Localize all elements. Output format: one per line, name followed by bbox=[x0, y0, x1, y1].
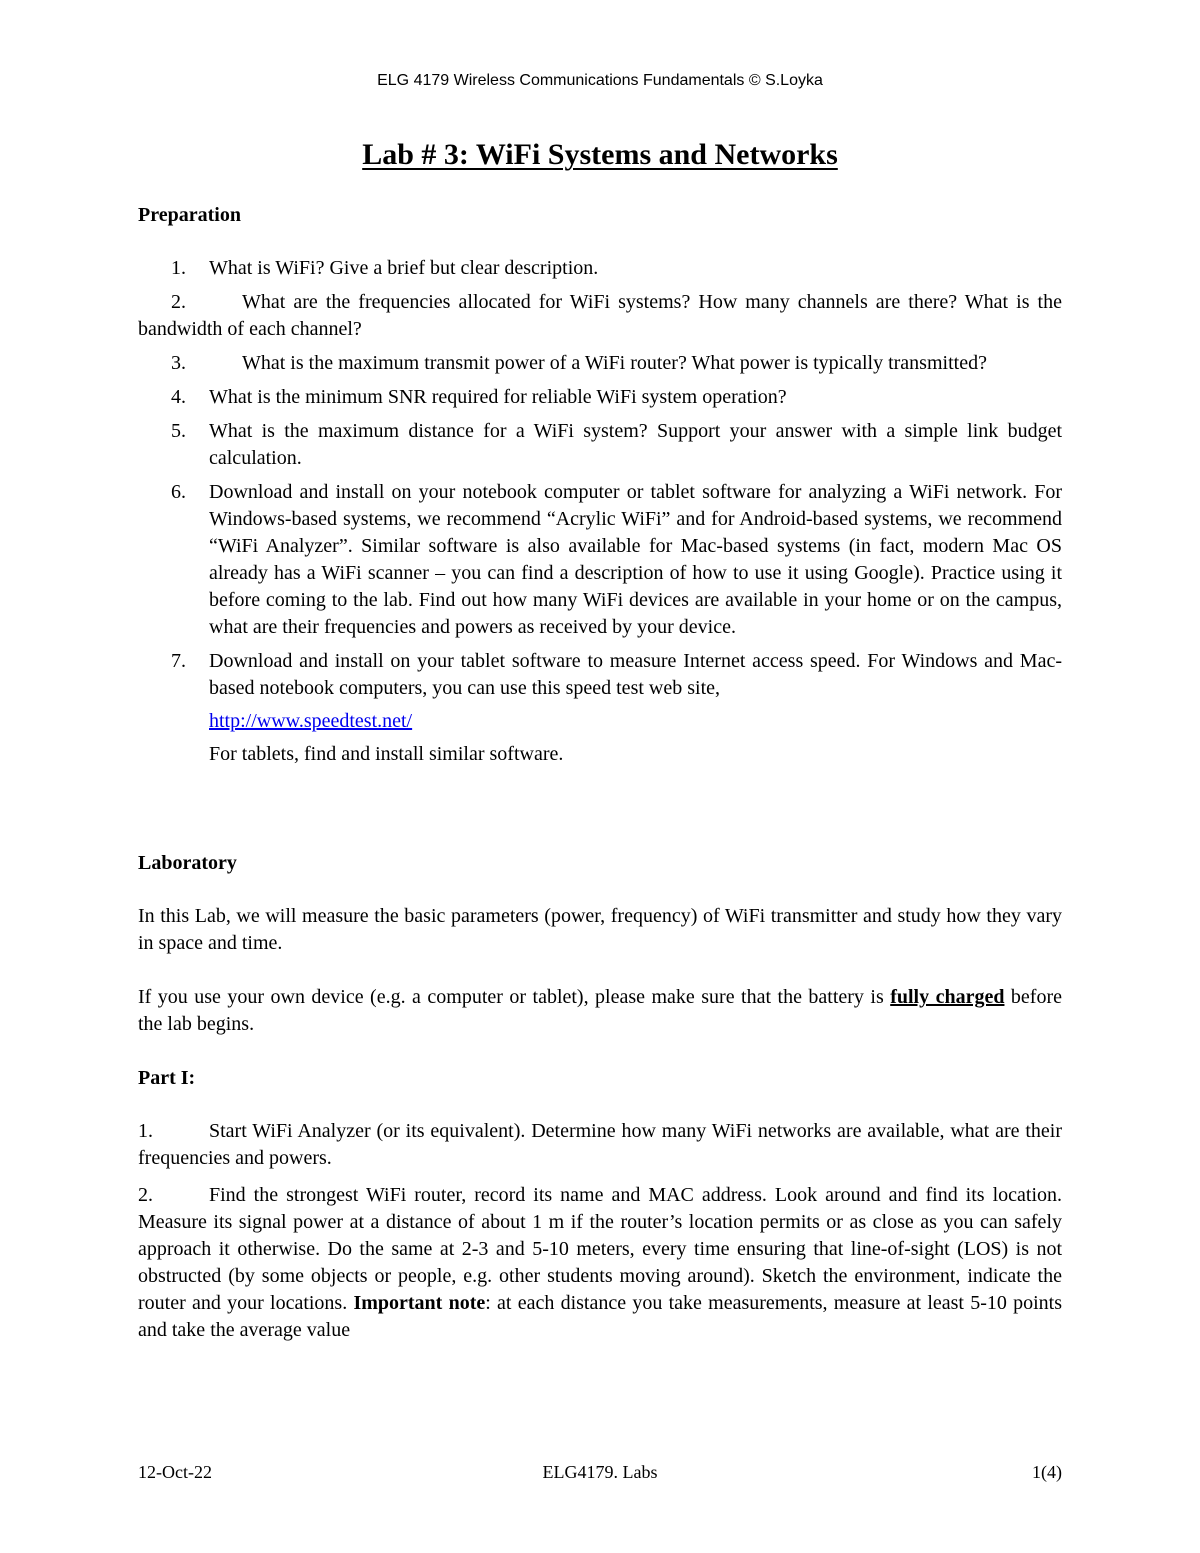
prep-item-number: 5. bbox=[171, 420, 186, 442]
prep-item-3 bbox=[138, 350, 1062, 377]
prep-item-text: What is the maximum transmit power of a WiFi router? What power is typically transmitted? bbox=[242, 352, 987, 374]
prep-item-number: 3. bbox=[171, 352, 186, 374]
running-header: ELG 4179 Wireless Communications Fundamentals © S.Loyka bbox=[377, 72, 823, 89]
part1-item-2 bbox=[138, 1182, 1062, 1344]
important-note-label: Important note bbox=[353, 1292, 486, 1314]
footer-page-number: 1(4) bbox=[1032, 1462, 1062, 1482]
prep-item-text: What is the minimum SNR required for reliable WiFi system operation? bbox=[209, 386, 787, 408]
footer-date: 12-Oct-22 bbox=[138, 1462, 212, 1482]
footer-course: ELG4179. Labs bbox=[542, 1462, 658, 1482]
laboratory-para-2 bbox=[138, 984, 1062, 1038]
prep-item-number: 4. bbox=[171, 386, 186, 408]
part1-item-1 bbox=[138, 1118, 1062, 1172]
part1-item-text: Start WiFi Analyzer (or its equivalent). Determine how many WiFi networks are available, what are their frequencies and powers. bbox=[138, 1120, 1062, 1169]
prep-item-text: Download and install on your tablet software to measure Internet access speed. For Windows and Mac-based notebook computers, you can use this speed test web site, bbox=[209, 650, 1062, 699]
prep-item-number: 7. bbox=[171, 650, 186, 672]
prep-item-4 bbox=[138, 384, 1062, 411]
para2-text: If you use your own device (e.g. a computer or tablet), please make sure that the battery is bbox=[138, 986, 891, 1008]
part1-item-number: 2. bbox=[138, 1184, 153, 1206]
document-body bbox=[138, 202, 1062, 1344]
prep-item-6 bbox=[138, 479, 1062, 641]
prep-item-2 bbox=[138, 289, 1062, 343]
prep-item-5 bbox=[138, 418, 1062, 472]
para2-text-after: before the lab begins. bbox=[138, 986, 1062, 1035]
prep-item-1 bbox=[138, 255, 1062, 282]
prep-item-text: What is WiFi? Give a brief but clear description. bbox=[209, 257, 599, 279]
speedtest-link-line bbox=[138, 708, 1062, 735]
prep-item-number: 1. bbox=[171, 257, 186, 279]
prep-item-text: What are the frequencies allocated for WiFi systems? How many channels are there? What is the bandwidth of each channel? bbox=[138, 291, 1062, 340]
part1-item-text-after: : at each distance you take measurements, measure at least 5-10 points and take the average value bbox=[138, 1292, 1063, 1341]
preparation-heading: Preparation bbox=[138, 204, 241, 226]
prep-item-number: 2. bbox=[171, 291, 186, 313]
speedtest-link[interactable]: http://www.speedtest.net/ bbox=[209, 710, 413, 732]
laboratory-para-1: In this Lab, we will measure the basic parameters (power, frequency) of WiFi transmitter and study how they vary in space and time. bbox=[138, 905, 1062, 954]
prep-item-text: Download and install on your notebook computer or tablet software for analyzing a WiFi network. For Windows-based systems, we recommend “Acrylic WiFi” and for Android-based systems, we recommend “WiFi Analyzer”. Similar software is also available for Mac-based systems (in fact, modern Mac OS already has a WiFi scanner – you can find a description of how to use it using Google). Practice using it before coming to the lab. Find out how many WiFi devices are available in your home or on the campus, what are their frequencies and powers as received by your device. bbox=[209, 481, 1062, 638]
part1-item-text: Find the strongest WiFi router, record its name and MAC address. Look around and find its location. Measure its signal power at a distance of about 1 m if the router’s location permits or as close as you can safely approach it otherwise. Do the same at 2-3 and 5-10 meters, every time ensuring that line-of-sight (LOS) is not obstructed (by some objects or people, e.g. other students moving around). Sketch the environment, indicate the router and your locations. bbox=[138, 1184, 1062, 1314]
part1-heading: Part I: bbox=[138, 1067, 196, 1089]
prep-item-7 bbox=[138, 648, 1062, 702]
laboratory-heading: Laboratory bbox=[138, 852, 237, 874]
prep-item-7-tail: For tablets, find and install similar software. bbox=[209, 743, 564, 765]
page-title: Lab # 3: WiFi Systems and Networks bbox=[362, 138, 838, 171]
prep-item-number: 6. bbox=[171, 481, 186, 503]
fully-charged-emphasis: fully charged bbox=[890, 986, 1005, 1008]
prep-item-text: What is the maximum distance for a WiFi system? Support your answer with a simple link budget calculation. bbox=[209, 420, 1062, 469]
part1-item-number: 1. bbox=[138, 1120, 153, 1142]
